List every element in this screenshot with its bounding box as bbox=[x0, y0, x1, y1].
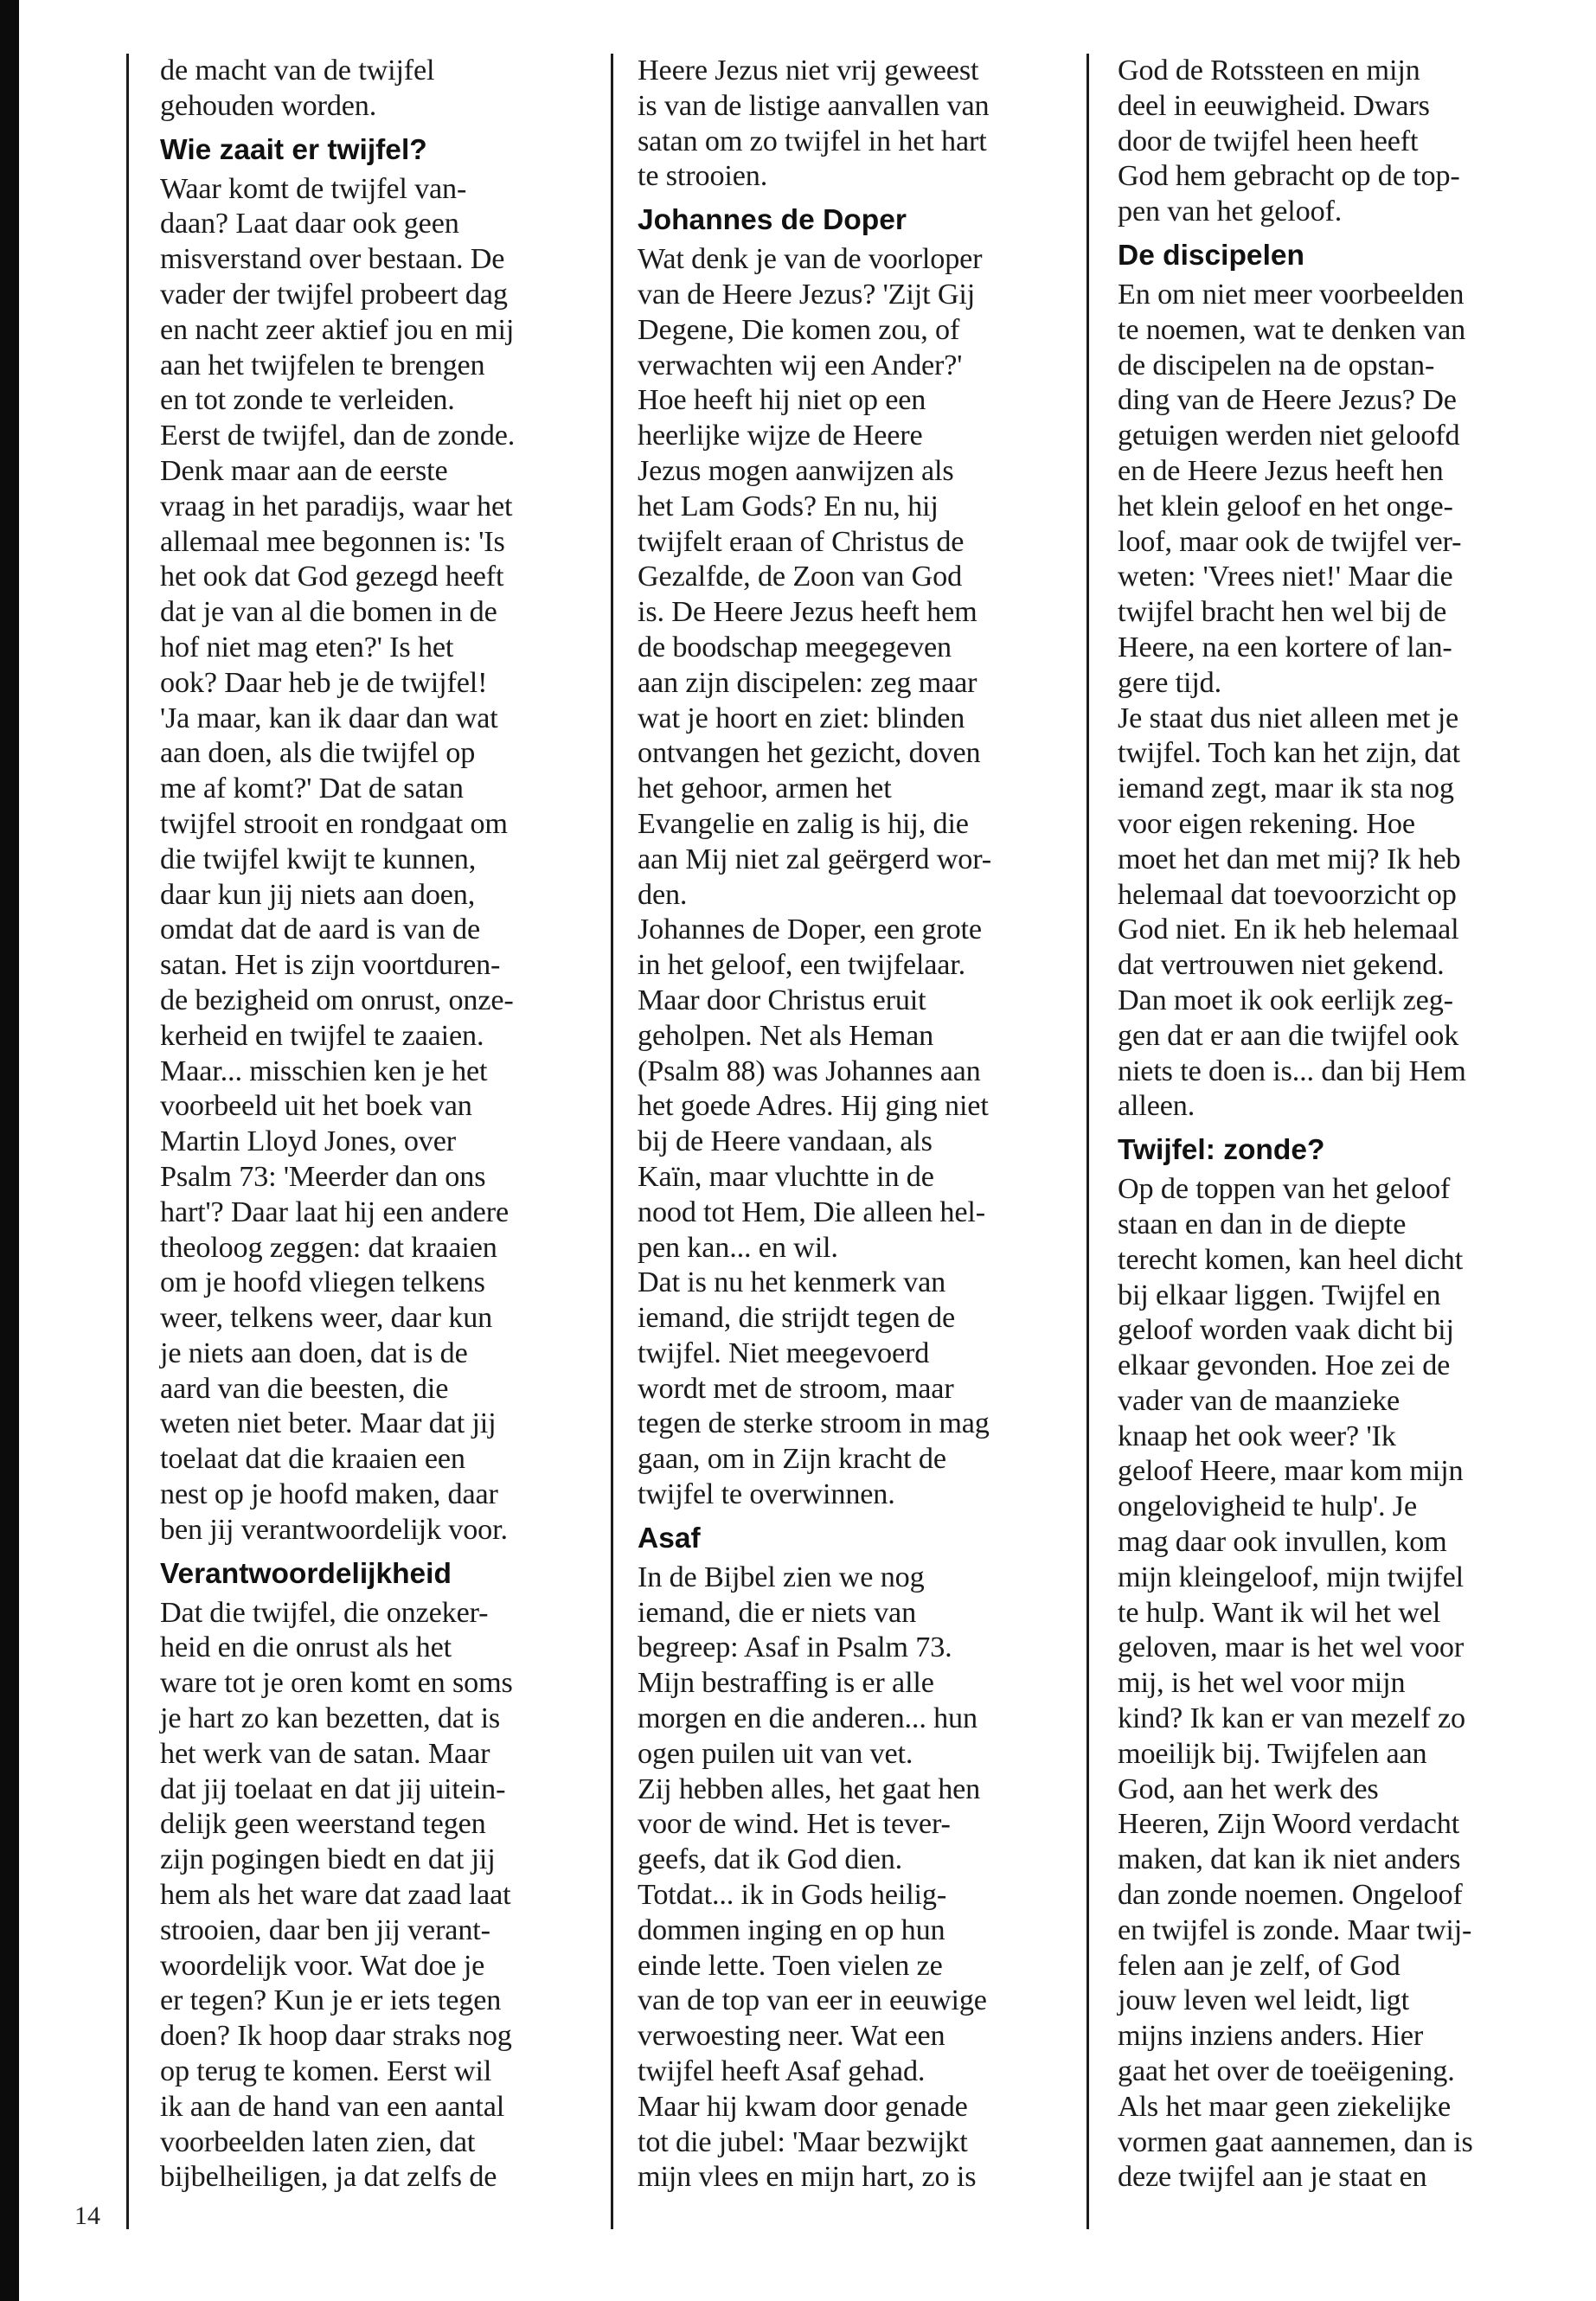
paragraph: de macht van de twijfel gehouden worden. bbox=[160, 54, 435, 122]
paragraph: Op de toppen van het geloof staan en dan in de diepte terecht komen, kan heel dicht bij elkaar liggen. Twijfel en geloof worden vaak dicht bij elkaar gevonden. Hoe zei de vader van de maanzieke knaap het ook weer? 'Ik geloof Heere, maar kom mijn ongelovigheid te hulp'. Je mag daar ook invullen, kom mijn kleingeloof, mijn twijfel te hulp. Want ik wil het wel geloven, maar is het wel voor mij, is het wel voor mijn kind? Ik kan er van mezelf zo moeilijk bij. Twijfelen aan God, aan het werk des Heeren, Zijn Woord verdacht maken, dat kan ik niet anders dan zonde noemen. Ongeloof en twijfel is zonde. Maar twij- felen aan je zelf, of God jouw leven wel leidt, ligt mijns inziens anders. Hier gaat het over de toeëigening. Als het maar geen ziekelijke vormen gaat aannemen, dan is deze twijfel aan je staat en bbox=[1118, 1173, 1473, 2194]
column-rule-3 bbox=[1086, 54, 1089, 2229]
text-column-1 bbox=[160, 54, 593, 2195]
section-heading: Verantwoordelijkheid bbox=[160, 1557, 452, 1590]
page-edge-bar bbox=[0, 0, 19, 2301]
paragraph: Heere Jezus niet vrij geweest is van de listige aanvallen van satan om zo twijfel in het hart te strooien. bbox=[638, 54, 990, 193]
paragraph: In de Bijbel zien we nog iemand, die er niets van begreep: Asaf in Psalm 73. Mijn bestraffing is er alle morgen en die anderen... hun ogen puilen uit van vet. Zij hebben alles, het gaat hen voor de wind. Het is tever- geefs, dat ik God dien. Totdat... ik in Gods heilig- dommen inging en op hun einde lette. Toen vielen ze van de top van eer in eeuwige verwoesting neer. Wat een twijfel heeft Asaf gehad. Maar hij kwam door genade tot die jubel: 'Maar bezwijkt mijn vlees en mijn hart, zo is bbox=[638, 1561, 987, 2194]
paragraph: God de Rotssteen en mijn deel in eeuwigheid. Dwars door de twijfel heen heeft God hem gebracht op de top- pen van het geloof. bbox=[1118, 54, 1460, 228]
paragraph: Wat denk je van de voorloper van de Heere Jezus? 'Zijt Gij Degene, Die komen zou, of verwachten wij een Ander?' Hoe heeft hij niet op een heerlijke wijze de Heere Jezus mogen aanwijzen als het Lam Gods? En nu, hij twijfelt eraan of Christus de Gezalfde, de Zoon van God is. De Heere Jezus heeft hem de boodschap meegegeven aan zijn discipelen: zeg maar wat je hoort en ziet: blinden ontvangen het gezicht, doven het gehoor, armen het Evangelie en zalig is hij, die aan Mij niet zal geërgerd wor- den. Johannes de Doper, een grote in het geloof, een twijfelaar. Maar door Christus eruit geholpen. Net als Heman (Psalm 88) was Johannes aan het goede Adres. Hij ging niet bij de Heere vandaan, als Kaïn, maar vluchtte in de nood tot Hem, Die alleen hel- pen kan... en wil. Dat is nu het kenmerk van iemand, die strijdt tegen de twijfel. Niet meegevoerd wordt met de stroom, maar tegen de sterke stroom in mag gaan, om in Zijn kracht de twijfel te overwinnen. bbox=[638, 243, 992, 1511]
paragraph: Waar komt de twijfel van- daan? Laat daar ook geen misverstand over bestaan. De vader der twijfel probeert dag en nacht zeer aktief jou en mij aan het twijfelen te brengen en tot zonde te verleiden. Eerst de twijfel, dan de zonde. Denk maar aan de eerste vraag in het paradijs, waar het allemaal mee begonnen is: 'Is het ook dat God gezegd heeft dat je van al die bomen in de hof niet mag eten?' Is het ook? Daar heb je de twijfel! 'Ja maar, kan ik daar dan wat aan doen, als die twijfel op me af komt?' Dat de satan twijfel strooit en rondgaat om die twijfel kwijt te kunnen, daar kun jij niets aan doen, omdat dat de aard is van de satan. Het is zijn voortduren- de bezigheid om onrust, onze- kerheid en twijfel te zaaien. Maar... misschien ken je het voorbeeld uit het boek van Martin Lloyd Jones, over Psalm 73: 'Meerder dan ons hart'? Daar laat hij een andere theoloog zeggen: dat kraaien om je hoofd vliegen telkens weer, telkens weer, daar kun je niets aan doen, dat is de aard van die beesten, die weten niet beter. Maar dat jij toelaat dat die kraaien een nest op je hoofd maken, daar ben jij verantwoordelijk voor. bbox=[160, 172, 516, 1546]
section-heading: De discipelen bbox=[1118, 239, 1304, 272]
column-rule-1 bbox=[126, 54, 129, 2229]
section-heading: Twijfel: zonde? bbox=[1118, 1134, 1325, 1167]
paragraph: En om niet meer voorbeelden te noemen, wat te denken van de discipelen na de opstan- ding van de Heere Jezus? De getuigen werden niet geloofd en de Heere Jezus heeft hen het klein geloof en het onge- loof, maar ook de twijfel ver- weten: 'Vrees niet!' Maar die twijfel bracht hen wel bij de Heere, na een kortere of lan- gere tijd. Je staat dus niet alleen met je twijfel. Toch kan het zijn, dat iemand zegt, maar ik sta nog voor eigen rekening. Hoe moet het dan met mij? Ik heb helemaal dat toevoorzicht op God niet. En ik heb helemaal dat vertrouwen niet gekend. Dan moet ik ook eerlijk zeg- gen dat er aan die twijfel ook niets te doen is... dan bij Hem alleen. bbox=[1118, 278, 1466, 1123]
paragraph: Dat die twijfel, die onzeker- heid en die onrust als het ware tot je oren komt en soms je hart zo kan bezetten, dat is het werk van de satan. Maar dat jij toelaat en dat jij uitein- delijk geen weerstand tegen zijn pogingen biedt en dat jij hem als het ware dat zaad laat strooien, daar ben jij verant- woordelijk voor. Wat doe je er tegen? Kun je er iets tegen doen? Ik hoop daar straks nog op terug te komen. Eerst wil ik aan de hand van een aantal voorbeelden laten zien, dat bijbelheiligen, ja dat zelfs de bbox=[160, 1596, 513, 2194]
page-number: 14 bbox=[74, 2202, 100, 2230]
column-rule-2 bbox=[611, 54, 613, 2229]
section-heading: Asaf bbox=[638, 1522, 701, 1554]
text-column-2 bbox=[638, 54, 1070, 2195]
text-column-3 bbox=[1118, 54, 1550, 2195]
section-heading: Johannes de Doper bbox=[638, 204, 907, 237]
section-heading: Wie zaait er twijfel? bbox=[160, 133, 427, 166]
